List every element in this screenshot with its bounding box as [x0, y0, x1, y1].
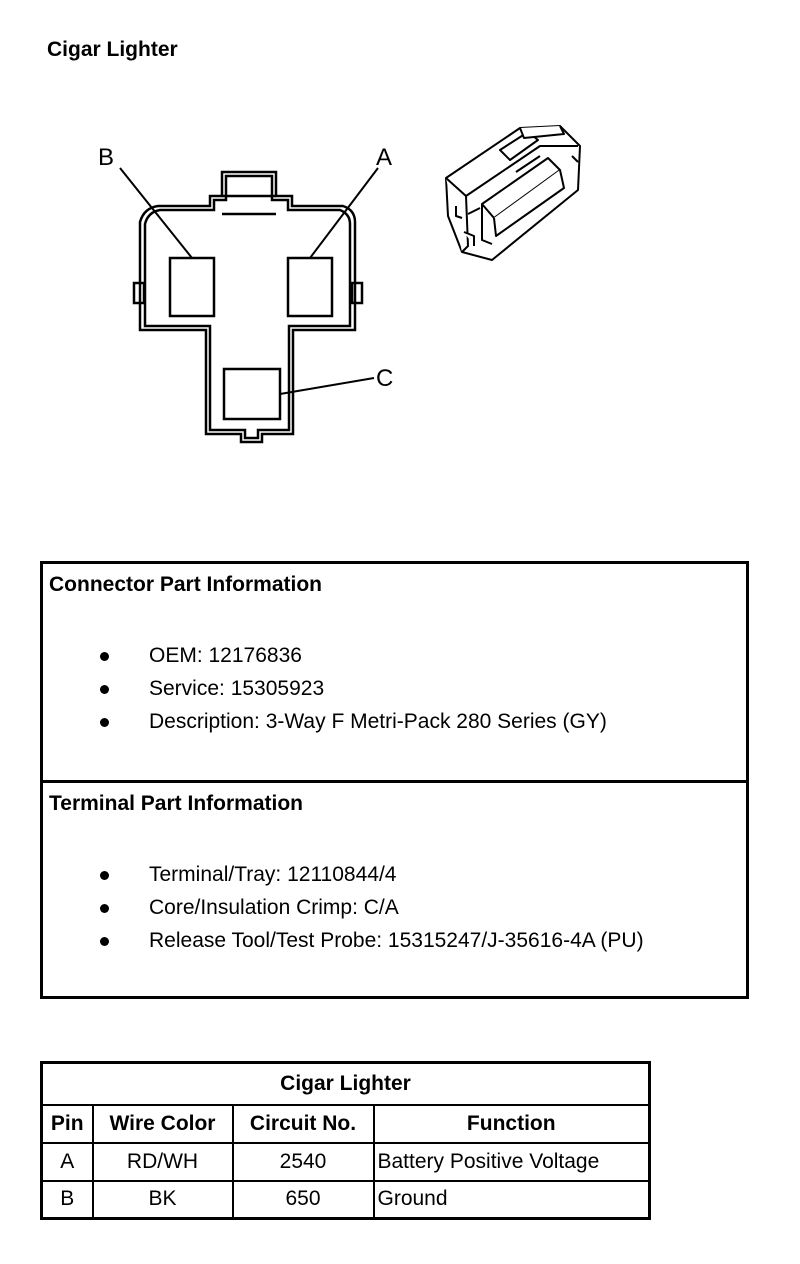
cavity-b	[170, 258, 214, 316]
connector-info-heading: Connector Part Information	[49, 573, 323, 596]
cavity-c	[224, 369, 280, 419]
bullet-icon	[100, 718, 109, 727]
terminal-tray: Terminal/Tray: 12110844/4	[149, 863, 397, 886]
cell-circuit-no: 650	[233, 1181, 374, 1219]
connector-description: Description: 3-Way F Metri-Pack 280 Series (GY)	[149, 710, 607, 733]
pin-label-b: B	[98, 144, 115, 171]
terminal-part-information	[43, 783, 746, 996]
bullet-icon	[100, 871, 109, 880]
bullet-icon	[100, 937, 109, 946]
terminal-crimp: Core/Insulation Crimp: C/A	[149, 896, 399, 919]
connector-oem: OEM: 12176836	[149, 644, 302, 667]
terminal-info-heading: Terminal Part Information	[49, 792, 303, 815]
part-information-box	[40, 561, 749, 999]
cell-wire-color: BK	[93, 1181, 233, 1219]
cell-circuit-no: 2540	[233, 1143, 374, 1181]
pin-label-a: A	[376, 144, 393, 171]
header-function: Function	[374, 1105, 650, 1143]
table-row	[42, 1181, 650, 1219]
header-pin: Pin	[42, 1105, 93, 1143]
connector-diagram	[0, 0, 800, 520]
table-caption: Cigar Lighter	[42, 1063, 650, 1105]
connector-service: Service: 15305923	[149, 677, 325, 700]
cell-wire-color: RD/WH	[93, 1143, 233, 1181]
bullet-icon	[100, 685, 109, 694]
cavity-a	[288, 258, 332, 316]
table-row	[42, 1143, 650, 1181]
header-wire-color: Wire Color	[93, 1105, 233, 1143]
connector-face	[134, 172, 362, 442]
table-caption-row	[42, 1063, 650, 1105]
cell-function: Ground	[374, 1181, 650, 1219]
cell-function: Battery Positive Voltage	[374, 1143, 650, 1181]
table-header-row	[42, 1105, 650, 1143]
connector-illustration	[446, 126, 580, 260]
terminal-cavities	[170, 258, 332, 419]
terminal-release-tool: Release Tool/Test Probe: 15315247/J-35616-4A (PU)	[149, 929, 644, 952]
cell-pin: A	[42, 1143, 93, 1181]
bullet-icon	[100, 652, 109, 661]
leader-lines	[120, 168, 378, 394]
pin-label-c: C	[376, 365, 394, 392]
header-circuit-no: Circuit No.	[233, 1105, 374, 1143]
pin-table	[40, 1061, 651, 1220]
cell-pin: B	[42, 1181, 93, 1219]
connector-part-information	[43, 564, 746, 783]
bullet-icon	[100, 904, 109, 913]
page-title: Cigar Lighter	[47, 38, 178, 61]
